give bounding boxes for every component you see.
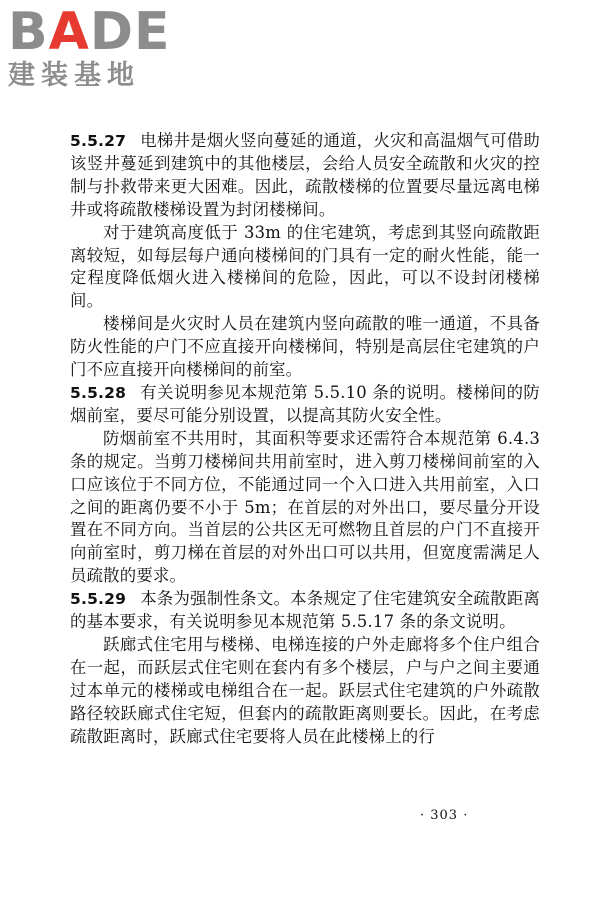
clause-number: 5.5.27	[70, 132, 127, 150]
paragraph-5-5-29	[70, 588, 540, 634]
paragraph-5-5-28-cont-1	[70, 428, 540, 588]
paragraph-text: 本条为强制性条文。本条规定了住宅建筑安全疏散距离的基本要求，有关说明参见本规范第 5.5.17 条的条文说明。	[70, 589, 540, 632]
page-number: · 303 ·	[420, 808, 469, 823]
logo-subtitle: 建装基地	[8, 60, 140, 91]
paragraph-5-5-28	[70, 382, 540, 428]
logo-brand-pre: B	[8, 2, 49, 62]
paragraph-5-5-27-cont-1	[70, 222, 540, 314]
logo-brand-accent: A	[48, 2, 90, 62]
paragraph-text: 跃廊式住宅用与楼梯、电梯连接的户外走廊将多个住户组合在一起，而跃层式住宅则在套内有多个楼层，户与户之间主要通过本单元的楼梯或电梯组合在一起。跃层式住宅建筑的户外疏散路径较跃廊式住宅短，但套内的疏散距离则要长。因此，在考虑疏散距离时，跃廊式住宅要将人员在此楼梯上的行	[70, 634, 540, 746]
clause-number: 5.5.28	[70, 383, 127, 402]
paragraph-5-5-27	[70, 130, 540, 222]
paragraph-text: 电梯井是烟火竖向蔓延的通道，火灾和高温烟气可借助该竖井蔓延到建筑中的其他楼层，会给人员安全疏散和火灾的控制与扑救带来更大困难。因此，疏散楼梯的位置要尽量远离电梯井或将疏散楼梯设置为封闭楼梯间。	[70, 131, 540, 219]
bade-logo	[8, 2, 178, 92]
logo-brand-post: DE	[89, 2, 171, 62]
paragraph-text: 有关说明参见本规范第 5.5.10 条的说明。楼梯间的防烟前室，要尽可能分别设置，以提高其防火安全性。	[70, 382, 540, 425]
document-body	[70, 130, 540, 748]
paragraph-5-5-27-cont-2	[70, 313, 540, 382]
paragraph-text: 楼梯间是火灾时人员在建筑内竖向疏散的唯一通道，不具备防火性能的户门不应直接开向楼梯间，特别是高层住宅建筑的户门不应直接开向楼梯间的前室。	[70, 314, 540, 380]
paragraph-text: 防烟前室不共用时，其面积等要求还需符合本规范第 6.4.3 条的规定。当剪刀楼梯间共用前室时，进入剪刀楼梯间前室的入口应该位于不同方位，不能通过同一个入口进入共用前室，入口之间的距离仍要不小于 5m；在首层的对外出口，要尽量分开设置在不同方向。当首层的公共区无可燃物且首层的户门不直接开向前室时，剪刀梯在首层的对外出口可以共用，但宽度需满足人员疏散的要求。	[70, 428, 540, 586]
logo-brand-text	[8, 2, 178, 62]
clause-number: 5.5.29	[70, 590, 127, 609]
paragraph-text: 对于建筑高度低于 33m 的住宅建筑，考虑到其竖向疏散距离较短，如每层每户通向楼梯间的门具有一定的耐火性能，能一定程度降低烟火进入楼梯间的危险，因此，可以不设封闭楼梯间。	[70, 222, 540, 311]
paragraph-5-5-29-cont-1	[70, 634, 540, 749]
